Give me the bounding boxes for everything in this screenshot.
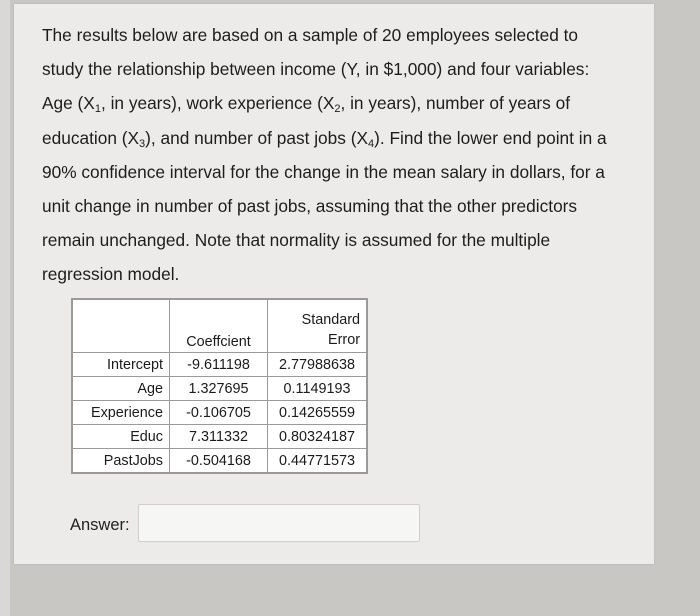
question-line-4: education $(X_3)$, and number of past jobs $(X_4)$. Find the lower end point in a bbox=[42, 127, 607, 150]
table-row bbox=[73, 401, 367, 425]
row-label: Experience bbox=[73, 401, 170, 425]
table-row bbox=[73, 449, 367, 473]
row-coefficient: -0.106705 bbox=[170, 401, 268, 425]
question-line-6: unit change in number of past jobs, assuming that the other predictors bbox=[42, 196, 578, 217]
row-coefficient: -9.611198 bbox=[170, 353, 268, 377]
subscript-3: 3 bbox=[139, 137, 146, 150]
answer-label: Answer: bbox=[70, 516, 130, 534]
page-edge bbox=[0, 0, 10, 616]
subscript-2: 2 bbox=[334, 103, 341, 116]
row-standard-error: 0.44771573 bbox=[268, 449, 367, 473]
row-standard-error: 2.77988638 bbox=[268, 353, 367, 377]
question-line-1: The results below are based on a sample of 20 employees selected to bbox=[42, 25, 579, 45]
row-label: Intercept bbox=[73, 353, 170, 377]
regression-table bbox=[71, 298, 368, 474]
row-label: PastJobs bbox=[73, 449, 170, 473]
subscript-4: 4 bbox=[368, 137, 375, 150]
row-label: Educ bbox=[73, 425, 170, 449]
row-standard-error: 0.80324187 bbox=[268, 425, 367, 449]
question-line-2: study the relationship between income (Y, in $1,000) and four variables: bbox=[42, 59, 590, 80]
table-row bbox=[73, 353, 367, 377]
row-standard-error: 0.1149193 bbox=[268, 377, 367, 401]
row-standard-error: 0.14265559 bbox=[268, 401, 367, 425]
question-line-5: 90% confidence interval for the change in the mean salary in dollars, for a bbox=[42, 161, 605, 182]
answer-input[interactable] bbox=[138, 504, 420, 542]
table-header-row bbox=[73, 300, 367, 353]
row-coefficient: -0.504168 bbox=[170, 449, 268, 473]
question-line-7: remain unchanged. Note that normality is assumed for the multiple bbox=[42, 230, 551, 251]
header-blank bbox=[73, 300, 170, 353]
question-line-3: Age ($X_1$, in years), work experience ($X_2$, in years), number of years of bbox=[42, 93, 571, 116]
row-coefficient: 1.327695 bbox=[170, 377, 268, 401]
table-row bbox=[73, 377, 367, 401]
row-label: Age bbox=[73, 377, 170, 401]
row-coefficient: 7.311332 bbox=[170, 425, 268, 449]
question-card bbox=[14, 4, 654, 564]
subscript-1: 1 bbox=[94, 103, 101, 116]
header-coefficient: Coeffcient bbox=[170, 300, 268, 353]
header-standard-error: Standard Error bbox=[268, 300, 367, 353]
table-row bbox=[73, 425, 367, 449]
question-line-8: regression model. bbox=[42, 264, 180, 285]
question-text bbox=[42, 18, 642, 292]
